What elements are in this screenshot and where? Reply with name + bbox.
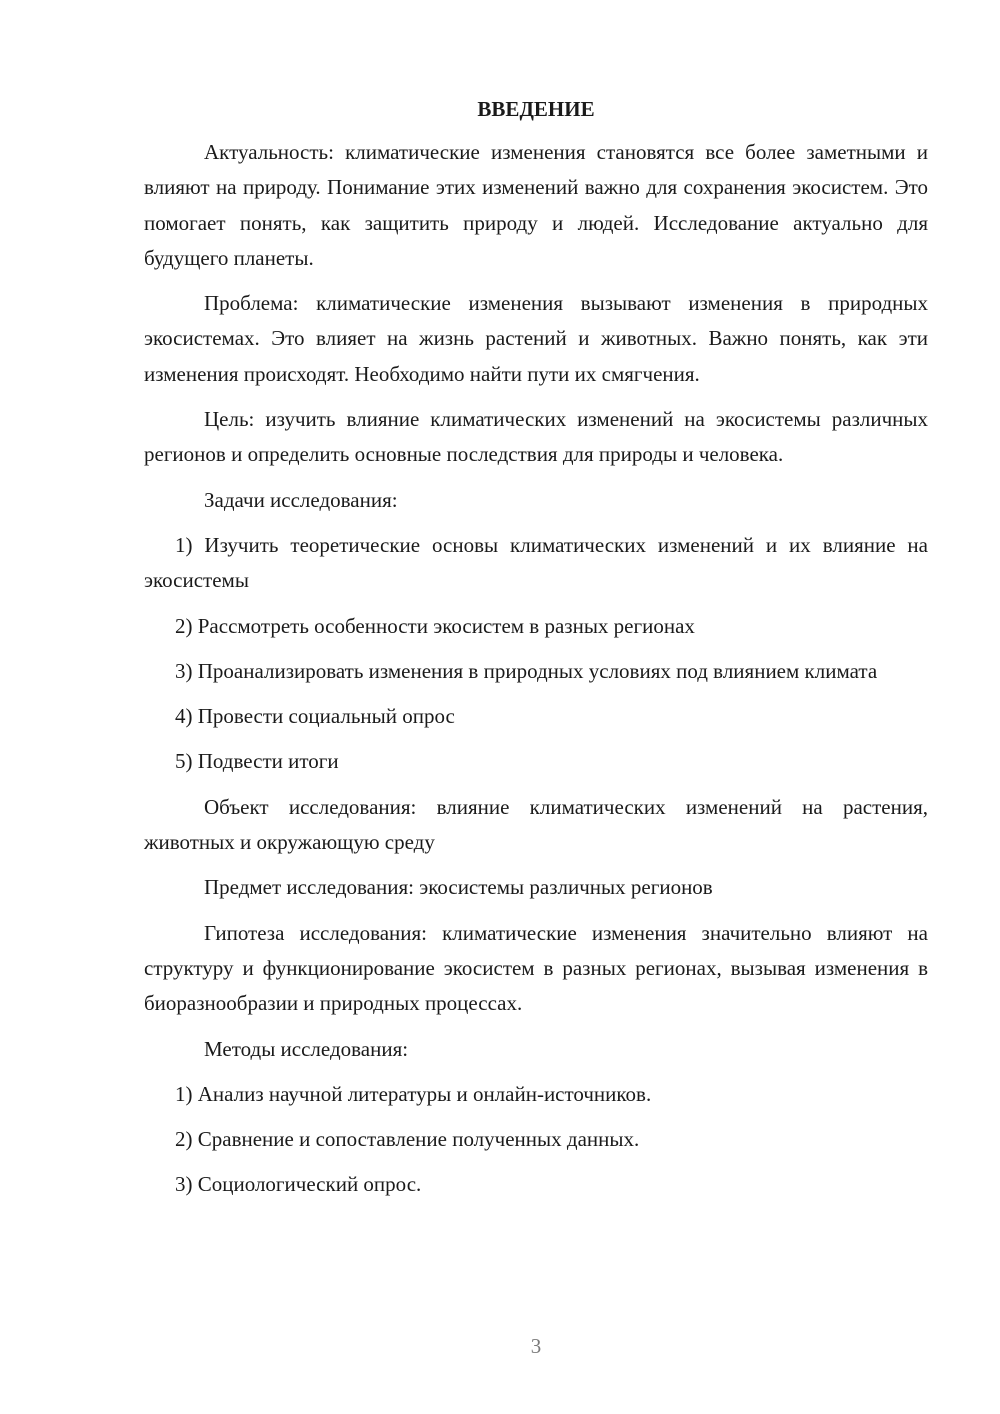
goal-paragraph: Цель: изучить влияние климатических изменений на экосистемы различных регионов и определить основные последствия для природы и человека. xyxy=(144,407,928,467)
task-item-5: 5) Подвести итоги xyxy=(175,749,339,774)
method-item-1: 1) Анализ научной литературы и онлайн-источников. xyxy=(175,1081,652,1106)
methods-heading: Методы исследования: xyxy=(204,1036,409,1061)
page-title: ВВЕДЕНИЕ xyxy=(477,97,595,121)
task-item-4: 4) Провести социальный опрос xyxy=(175,704,455,729)
task-item-2: 2) Рассмотреть особенности экосистем в разных регионах xyxy=(175,613,695,638)
page-number: 3 xyxy=(530,1334,542,1358)
method-item-2: 2) Сравнение и сопоставление полученных данных. xyxy=(175,1127,640,1152)
task-item-1: 1) Изучить теоретические основы климатических изменений и их влияние на экосистемы xyxy=(144,532,928,593)
relevance-paragraph: Актуальность: климатические изменения становятся все более заметными и влияют на природу. Понимание этих изменений важно для сохранения экосистем. Это помогает понять, как защитить природу и людей. Исследование актуально для будущего планеты. xyxy=(144,140,928,270)
task-item-3: 3) Проанализировать изменения в природных условиях под влиянием климата xyxy=(175,658,878,683)
hypothesis-paragraph: Гипотеза исследования: климатические изменения значительно влияют на структуру и функционирование экосистем в разных регионах, вызывая изменения в биоразнообразии и природных процессах. xyxy=(144,920,928,1016)
document-body xyxy=(144,92,928,1213)
subject-paragraph: Предмет исследования: экосистемы различных регионов xyxy=(204,875,713,900)
tasks-heading: Задачи исследования: xyxy=(204,487,398,512)
object-paragraph: Объект исследования: влияние климатических изменений на растения, животных и окружающую среду xyxy=(144,794,928,855)
problem-paragraph: Проблема: климатические изменения вызывают изменения в природных экосистемах. Это влияет на жизнь растений и животных. Важно понять, как эти изменения происходят. Необходимо найти пути их смягчения. xyxy=(144,291,928,386)
method-item-3: 3) Социологический опрос. xyxy=(175,1172,422,1197)
